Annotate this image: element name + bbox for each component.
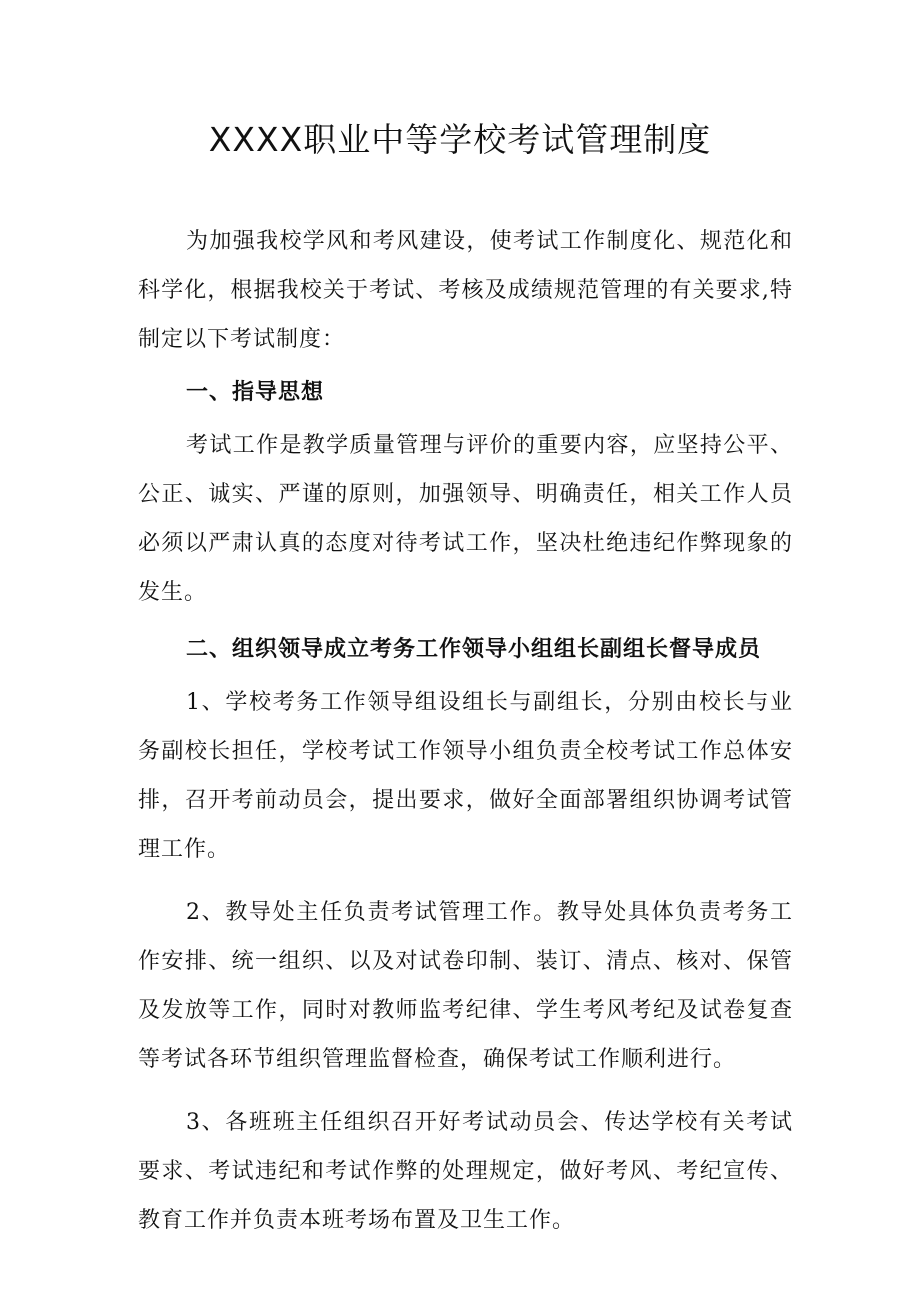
document-title: XXXX职业中等学校考试管理制度 [208, 120, 712, 159]
section-heading-guiding-ideology: 一、指导思想 [186, 380, 325, 405]
organization-item-2: 2、教导处主任负责考试管理工作。教导处具体负责考务工作安排、统一组织、以及对试卷印制、装订、清点、核对、保管及发放等工作，同时对教师监考纪律、学生考风考纪及试卷复查等考试各环节组织管理监督检查，确保考试工作顺利进行。 [138, 900, 793, 1072]
document-body [138, 217, 793, 1245]
organization-item-1: 1、学校考务工作领导组设组长与副组长，分别由校长与业务副校长担任，学校考试工作领导小组负责全校考试工作总体安排，召开考前动员会，提出要求，做好全面部署组织协调考试管理工作。 [138, 690, 793, 862]
guiding-ideology-paragraph: 考试工作是教学质量管理与评价的重要内容，应坚持公平、公正、诚实、严谨的原则，加强领导、明确责任，相关工作人员必须以严肃认真的态度对待考试工作，坚决杜绝违纪作弊现象的发生。 [138, 433, 793, 605]
organization-item-3: 3、各班班主任组织召开好考试动员会、传达学校有关考试要求、考试违纪和考试作弊的处理规定，做好考风、考纪宣传、教育工作并负责本班考场布置及卫生工作。 [138, 1110, 793, 1233]
section-heading-organization: 二、组织领导成立考务工作领导小组组长副组长督导成员 [186, 637, 762, 662]
intro-paragraph: 为加强我校学风和考风建设，使考试工作制度化、规范化和科学化，根据我校关于考试、考核及成绩规范管理的有关要求,特制定以下考试制度： [138, 229, 793, 352]
